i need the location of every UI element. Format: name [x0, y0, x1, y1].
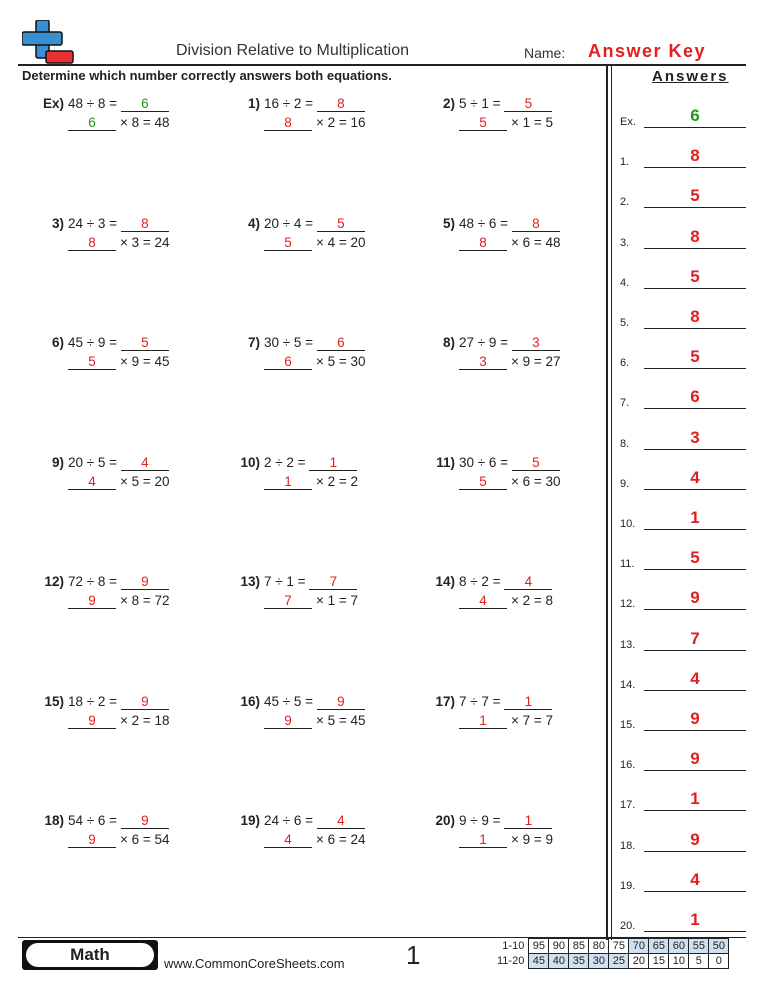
multiplication-text: × 9 = 27 [511, 354, 561, 369]
problem-number: 7) [247, 335, 260, 350]
problem-item [22, 574, 212, 618]
division-text: 2 ÷ 2 = [264, 455, 306, 470]
multiplication-text: × 4 = 20 [316, 235, 366, 250]
answer-blank: 1 [264, 474, 312, 490]
problem-number: 14) [435, 574, 455, 589]
multiplication-text: × 3 = 24 [120, 235, 170, 250]
answer-blank: 5 [512, 455, 560, 471]
multiplication-text: × 8 = 72 [120, 593, 170, 608]
answer-value: 5 [644, 547, 746, 570]
answer-blank: 8 [68, 235, 116, 251]
division-text: 8 ÷ 2 = [459, 574, 501, 589]
answer-value: 3 [644, 427, 746, 450]
division-equation [264, 216, 365, 232]
answer-value: 6 [644, 386, 746, 409]
score-cell: 30 [589, 954, 609, 969]
problem-item [22, 335, 212, 379]
answer-row [620, 829, 746, 852]
answer-blank: 4 [317, 813, 365, 829]
problem-item [22, 455, 212, 499]
answer-blank: 6 [121, 96, 169, 112]
division-text: 27 ÷ 9 = [459, 335, 509, 350]
answer-label: 7. [620, 397, 630, 410]
answer-value: 5 [644, 346, 746, 369]
answer-blank: 1 [459, 713, 507, 729]
multiplication-equation [68, 474, 170, 490]
multiplication-equation [264, 235, 366, 251]
score-cell: 20 [629, 954, 649, 969]
multiplication-text: × 7 = 7 [511, 713, 554, 728]
problem-number: 11) [436, 455, 455, 470]
answer-row [620, 912, 746, 932]
score-cell: 5 [689, 954, 709, 969]
problem-item [218, 694, 408, 738]
answer-key-label: Answer Key [588, 41, 707, 61]
answer-label: Ex. [620, 116, 636, 128]
answer-row [620, 751, 746, 771]
answer-blank: 8 [317, 96, 365, 112]
answer-row [620, 467, 746, 490]
plus-minus-logo-icon [22, 20, 74, 66]
answer-row [620, 389, 746, 409]
problem-number: 1) [247, 96, 260, 111]
multiplication-equation [264, 115, 366, 131]
answer-label: 14. [620, 678, 636, 691]
answer-value: 1 [644, 507, 746, 530]
answer-label: 5. [620, 317, 630, 329]
problem-item [22, 96, 212, 140]
score-table [494, 938, 729, 969]
score-cell: 35 [569, 954, 589, 969]
answer-blank: 9 [68, 832, 116, 848]
division-text: 48 ÷ 8 = [68, 96, 118, 111]
division-equation [68, 694, 169, 710]
instructions: Determine which number correctly answers both equations. [22, 68, 392, 83]
answer-blank: 5 [317, 216, 365, 232]
division-equation [264, 813, 365, 829]
answer-row [620, 108, 746, 128]
answer-blank: 5 [121, 335, 169, 351]
answer-label: 2. [620, 196, 630, 209]
answer-value: 1 [644, 909, 746, 932]
answer-blank: 9 [121, 694, 169, 710]
score-cell: 15 [649, 954, 669, 969]
answer-blank: 9 [121, 813, 169, 829]
problem-number: 18) [44, 813, 64, 828]
division-equation [264, 335, 365, 351]
problem-item [22, 694, 212, 738]
answer-blank: 9 [68, 593, 116, 609]
answer-label: 8. [620, 437, 630, 450]
answer-value: 1 [644, 788, 746, 811]
answer-blank: 7 [309, 574, 357, 590]
answer-value: 8 [644, 145, 746, 168]
division-text: 7 ÷ 1 = [264, 574, 306, 589]
problem-item [413, 813, 603, 857]
answer-value: 8 [644, 306, 746, 329]
division-equation [68, 574, 169, 590]
problem-number: 12) [44, 574, 64, 589]
problem-item [218, 455, 408, 499]
answer-blank: 6 [68, 115, 116, 131]
answer-blank: 8 [512, 216, 560, 232]
multiplication-equation [459, 115, 553, 131]
answer-blank: 6 [264, 354, 312, 370]
problem-number: 8) [442, 335, 455, 350]
answer-row [620, 791, 746, 811]
answer-blank: 4 [504, 574, 552, 590]
multiplication-text: × 2 = 18 [120, 713, 170, 728]
score-row-label: 11-20 [497, 955, 525, 967]
answer-blank: 4 [264, 832, 312, 848]
problem-number: Ex) [42, 96, 64, 111]
answer-blank: 4 [121, 455, 169, 471]
answer-blank: 3 [512, 335, 560, 351]
answer-row [620, 148, 746, 168]
answer-blank: 5 [504, 96, 552, 112]
answer-label: 1. [620, 156, 630, 169]
answer-row [620, 869, 746, 892]
problem-number: 17) [435, 694, 455, 709]
score-row-1-10 [494, 939, 729, 954]
division-equation [459, 216, 560, 232]
answer-value: 9 [644, 587, 746, 610]
multiplication-equation [264, 593, 358, 609]
division-equation [68, 455, 169, 471]
answer-label: 18. [620, 839, 636, 852]
division-equation [264, 96, 365, 112]
problem-number: 9) [51, 455, 64, 470]
division-text: 45 ÷ 9 = [68, 335, 118, 350]
answer-label: 16. [620, 759, 636, 772]
subject-label: Math [26, 943, 154, 967]
answer-row [620, 590, 746, 610]
division-text: 30 ÷ 5 = [264, 335, 314, 350]
answer-row [620, 309, 746, 329]
multiplication-text: × 5 = 30 [316, 354, 366, 369]
multiplication-text: × 8 = 48 [120, 115, 170, 130]
division-equation [68, 813, 169, 829]
division-text: 16 ÷ 2 = [264, 96, 314, 111]
answer-row [620, 510, 746, 530]
multiplication-text: × 2 = 16 [316, 115, 366, 130]
answer-blank: 5 [68, 354, 116, 370]
problem-number: 20) [435, 813, 455, 828]
answer-row [620, 668, 746, 691]
multiplication-text: × 1 = 7 [316, 593, 359, 608]
problem-item [218, 96, 408, 140]
multiplication-text: × 9 = 45 [120, 354, 170, 369]
multiplication-equation [68, 713, 170, 729]
score-cell: 50 [709, 939, 729, 954]
division-equation [264, 455, 357, 471]
division-equation [459, 96, 552, 112]
division-equation [264, 574, 357, 590]
score-cell: 0 [709, 954, 729, 969]
score-cell: 55 [689, 939, 709, 954]
division-text: 7 ÷ 7 = [459, 694, 501, 709]
division-text: 72 ÷ 8 = [68, 574, 118, 589]
division-equation [68, 335, 169, 351]
answer-blank: 9 [68, 713, 116, 729]
answer-label: 6. [620, 357, 630, 370]
answer-blank: 4 [459, 593, 507, 609]
multiplication-equation [459, 474, 561, 490]
multiplication-text: × 2 = 2 [316, 474, 359, 489]
division-text: 18 ÷ 2 = [68, 694, 118, 709]
division-text: 5 ÷ 1 = [459, 96, 501, 111]
answer-label: 17. [620, 799, 636, 812]
answer-blank: 8 [121, 216, 169, 232]
problem-item [413, 694, 603, 738]
problem-item [218, 813, 408, 857]
problem-item [218, 574, 408, 618]
answer-blank: 4 [68, 474, 116, 490]
problem-item [413, 216, 603, 260]
answer-blank: 1 [309, 455, 357, 471]
problem-number: 2) [442, 96, 455, 111]
page-number: 1 [406, 940, 421, 970]
name-label: Name: [524, 45, 566, 61]
division-equation [459, 694, 552, 710]
website-link[interactable]: www.CommonCoreSheets.com [164, 956, 345, 971]
division-text: 45 ÷ 5 = [264, 694, 314, 709]
score-cell: 75 [609, 939, 629, 954]
division-equation [459, 574, 552, 590]
division-text: 54 ÷ 6 = [68, 813, 118, 828]
answer-blank: 3 [459, 354, 507, 370]
multiplication-equation [459, 593, 553, 609]
multiplication-equation [68, 354, 170, 370]
answer-label: 4. [620, 276, 630, 289]
division-equation [264, 694, 365, 710]
problem-item [218, 335, 408, 379]
answer-label: 13. [620, 638, 636, 651]
multiplication-equation [459, 832, 553, 848]
problem-item [413, 335, 603, 379]
score-row-label: 1-10 [502, 940, 525, 952]
score-cell: 85 [569, 939, 589, 954]
answer-blank: 6 [317, 335, 365, 351]
answer-blank: 1 [504, 813, 552, 829]
problem-number: 6) [51, 335, 64, 350]
answer-blank: 1 [459, 832, 507, 848]
division-text: 9 ÷ 9 = [459, 813, 501, 828]
problem-item [413, 455, 603, 499]
score-cell: 60 [669, 939, 689, 954]
division-equation [459, 335, 560, 351]
answer-value: 4 [644, 869, 746, 892]
answer-row [620, 628, 746, 651]
column-divider-thick [606, 66, 608, 940]
multiplication-text: × 6 = 24 [316, 832, 366, 847]
multiplication-text: × 6 = 48 [511, 235, 561, 250]
multiplication-equation [264, 832, 366, 848]
problem-number: 4) [247, 216, 260, 231]
answer-row [620, 427, 746, 450]
score-cell: 95 [529, 939, 549, 954]
answer-value: 7 [644, 628, 746, 651]
problem-item [413, 96, 603, 140]
division-equation [68, 216, 169, 232]
problem-number: 19) [240, 813, 260, 828]
multiplication-equation [264, 713, 366, 729]
division-text: 24 ÷ 6 = [264, 813, 314, 828]
answer-blank: 9 [121, 574, 169, 590]
multiplication-text: × 9 = 9 [511, 832, 554, 847]
answer-row [620, 188, 746, 208]
answer-label: 19. [620, 879, 636, 892]
page-title: Division Relative to Multiplication [176, 42, 409, 59]
division-equation [459, 455, 560, 471]
multiplication-equation [459, 235, 561, 251]
multiplication-equation [68, 593, 170, 609]
answer-label: 20. [620, 920, 636, 932]
answer-value: 9 [644, 708, 746, 731]
score-cell: 10 [669, 954, 689, 969]
answer-blank: 9 [317, 694, 365, 710]
answer-row [620, 711, 746, 731]
answer-value: 5 [644, 185, 746, 208]
problem-number: 10) [240, 455, 260, 470]
multiplication-equation [68, 115, 170, 131]
answer-row [620, 550, 746, 570]
column-divider-thin [611, 66, 612, 940]
answer-blank: 5 [459, 474, 507, 490]
multiplication-equation [264, 474, 358, 490]
answer-value: 9 [644, 829, 746, 852]
answer-label: 9. [620, 477, 630, 490]
answer-value: 4 [644, 467, 746, 490]
multiplication-text: × 6 = 30 [511, 474, 561, 489]
problem-item [413, 574, 603, 618]
problem-number: 16) [240, 694, 260, 709]
division-text: 30 ÷ 6 = [459, 455, 509, 470]
problem-item [218, 216, 408, 260]
answers-title: Answers [652, 68, 729, 85]
answer-value: 5 [644, 266, 746, 289]
division-equation [459, 813, 552, 829]
answer-label: 3. [620, 236, 630, 249]
division-text: 20 ÷ 4 = [264, 216, 314, 231]
multiplication-text: × 1 = 5 [511, 115, 554, 130]
score-cell: 65 [649, 939, 669, 954]
division-equation [68, 96, 169, 112]
division-text: 24 ÷ 3 = [68, 216, 118, 231]
subject-badge [22, 940, 158, 970]
answer-value: 4 [644, 668, 746, 691]
score-cell: 45 [529, 954, 549, 969]
multiplication-text: × 5 = 20 [120, 474, 170, 489]
division-text: 48 ÷ 6 = [459, 216, 509, 231]
multiplication-equation [459, 713, 553, 729]
multiplication-text: × 2 = 8 [511, 593, 554, 608]
score-row-11-20 [494, 954, 729, 969]
answer-blank: 5 [459, 115, 507, 131]
header-divider [18, 64, 746, 66]
problem-item [22, 813, 212, 857]
score-cell: 80 [589, 939, 609, 954]
answer-value: 8 [644, 226, 746, 249]
multiplication-text: × 5 = 45 [316, 713, 366, 728]
score-cell: 70 [629, 939, 649, 954]
answer-value: 6 [644, 105, 746, 128]
multiplication-equation [68, 235, 170, 251]
answer-label: 11. [620, 558, 635, 571]
multiplication-equation [264, 354, 366, 370]
problem-number: 5) [442, 216, 455, 231]
problem-number: 3) [51, 216, 64, 231]
multiplication-text: × 6 = 54 [120, 832, 170, 847]
multiplication-equation [459, 354, 561, 370]
answer-blank: 9 [264, 713, 312, 729]
answer-label: 10. [620, 518, 636, 530]
answer-blank: 7 [264, 593, 312, 609]
answer-row [620, 266, 746, 289]
answer-blank: 1 [504, 694, 552, 710]
answer-blank: 8 [459, 235, 507, 251]
division-text: 20 ÷ 5 = [68, 455, 118, 470]
score-cell: 25 [609, 954, 629, 969]
answer-blank: 8 [264, 115, 312, 131]
score-cell: 90 [549, 939, 569, 954]
answer-value: 9 [644, 748, 746, 771]
problem-number: 13) [240, 574, 260, 589]
problem-item [22, 216, 212, 260]
answer-label: 15. [620, 719, 636, 731]
score-cell: 40 [549, 954, 569, 969]
answer-blank: 5 [264, 235, 312, 251]
answer-row [620, 226, 746, 249]
multiplication-equation [68, 832, 170, 848]
answer-row [620, 349, 746, 369]
answer-label: 12. [620, 598, 636, 611]
problem-number: 15) [44, 694, 64, 709]
